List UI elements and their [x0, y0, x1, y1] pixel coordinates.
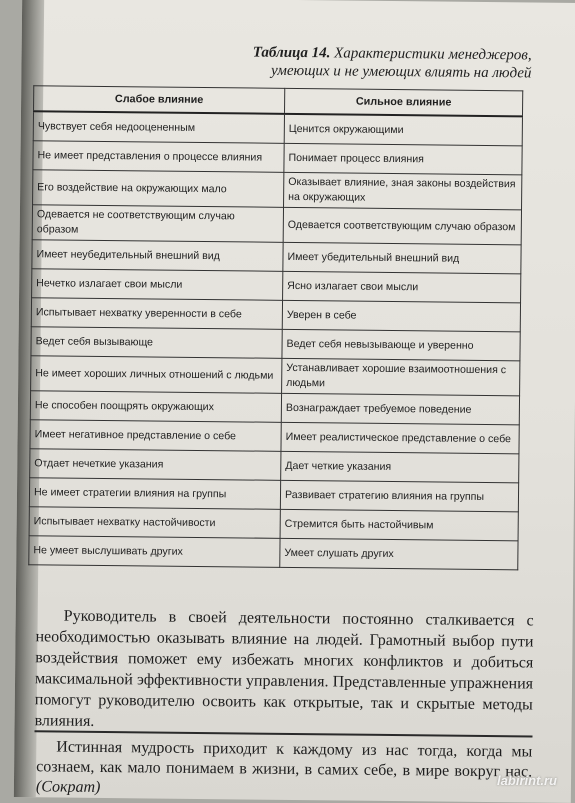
watermark: labirint.ru	[497, 773, 557, 788]
cell-weak: Не имеет стратегии влияния на группы	[29, 478, 280, 510]
quote-text: Истинная мудрость приходит к каждому из нас тогда, когда мы сознаем, как мало понимаем в жизни, в самих себе, в мире вокруг нас.	[36, 738, 533, 781]
cell-strong: Стремится быть настойчивым	[280, 509, 518, 540]
cell-strong: Умеет слушать других	[280, 538, 518, 569]
quote-author: (Сократ)	[35, 778, 101, 796]
table-row	[33, 170, 522, 210]
table-caption-line2: умеющих и не умеющих влиять на людей	[270, 62, 532, 82]
table-number: Таблица 14.	[252, 44, 331, 62]
cell-strong: Дает четкие указания	[281, 451, 519, 482]
header-weak-influence: Слабое влияние	[34, 86, 285, 114]
cell-strong: Имеет убедительный внешний вид	[283, 242, 521, 273]
cell-strong: Развивает стратегию влияния на группы	[280, 480, 518, 511]
cell-strong: Понимает процесс влияния	[284, 143, 522, 174]
cell-weak: Нечетко излагает свои мысли	[32, 269, 283, 301]
cell-strong: Уверен в себе	[282, 300, 520, 331]
cell-weak: Ведет себя вызывающе	[31, 327, 282, 359]
cell-weak: Отдает нечеткие указания	[30, 449, 281, 481]
table-row	[32, 205, 521, 245]
book-page	[14, 0, 575, 803]
cell-weak: Не имеет представления о процессе влияния	[33, 141, 284, 173]
cell-strong: Одевается соответствующим случаю образом	[283, 207, 521, 244]
table-row	[31, 356, 520, 396]
table-title-part1: Характеристики менеджеров,	[334, 45, 532, 64]
cell-weak: Имеет неубедительный внешний вид	[32, 240, 283, 272]
cell-weak: Не имеет хороших личных отношений с людьми	[31, 356, 282, 394]
cell-weak: Его воздействие на окружающих мало	[33, 170, 284, 208]
cell-strong: Устанавливает хорошие взаимоотношения с людьми	[282, 358, 520, 395]
epigraph-quote	[36, 737, 533, 802]
characteristics-table	[28, 85, 523, 570]
cell-weak: Имеет негативное представление о себе	[30, 420, 281, 452]
cell-strong: Оказывает влияние, зная законы воздействия на окружающих	[284, 172, 522, 209]
cell-weak: Не способен поощрять окружающих	[30, 391, 281, 423]
cell-weak: Испытывает нехватку настойчивости	[29, 507, 280, 539]
cell-strong: Ведет себя невызывающе и уверенно	[282, 329, 520, 360]
header-strong-influence: Сильное влияние	[284, 88, 522, 116]
table-row	[29, 536, 518, 570]
cell-weak: Одевается не соответствующим случаю образом	[32, 205, 283, 243]
cell-weak: Не умеет выслушивать других	[29, 536, 280, 568]
cell-strong: Имеет реалистическое представление о себе	[281, 422, 519, 453]
cell-strong: Ясно излагает свои мысли	[283, 271, 521, 302]
cell-strong: Вознаграждает требуемое поведение	[281, 393, 519, 424]
cell-weak: Испытывает нехватку уверенности в себе	[31, 298, 282, 330]
cell-weak: Чувствует себя недооцененным	[33, 111, 284, 143]
body-paragraph: Руководитель в своей деятельности постоянно сталкивается с необходимостью оказывать влияние на людей. Грамотный выбор пути воздействия поможет ему избежать многих конфликтов и добиться максимальной эффективности управления. Представленные упражнения помогут руководителю освоить как открытые, так и скрытые методы влияния.	[34, 607, 534, 730]
cell-strong: Ценится окружающими	[284, 114, 522, 146]
